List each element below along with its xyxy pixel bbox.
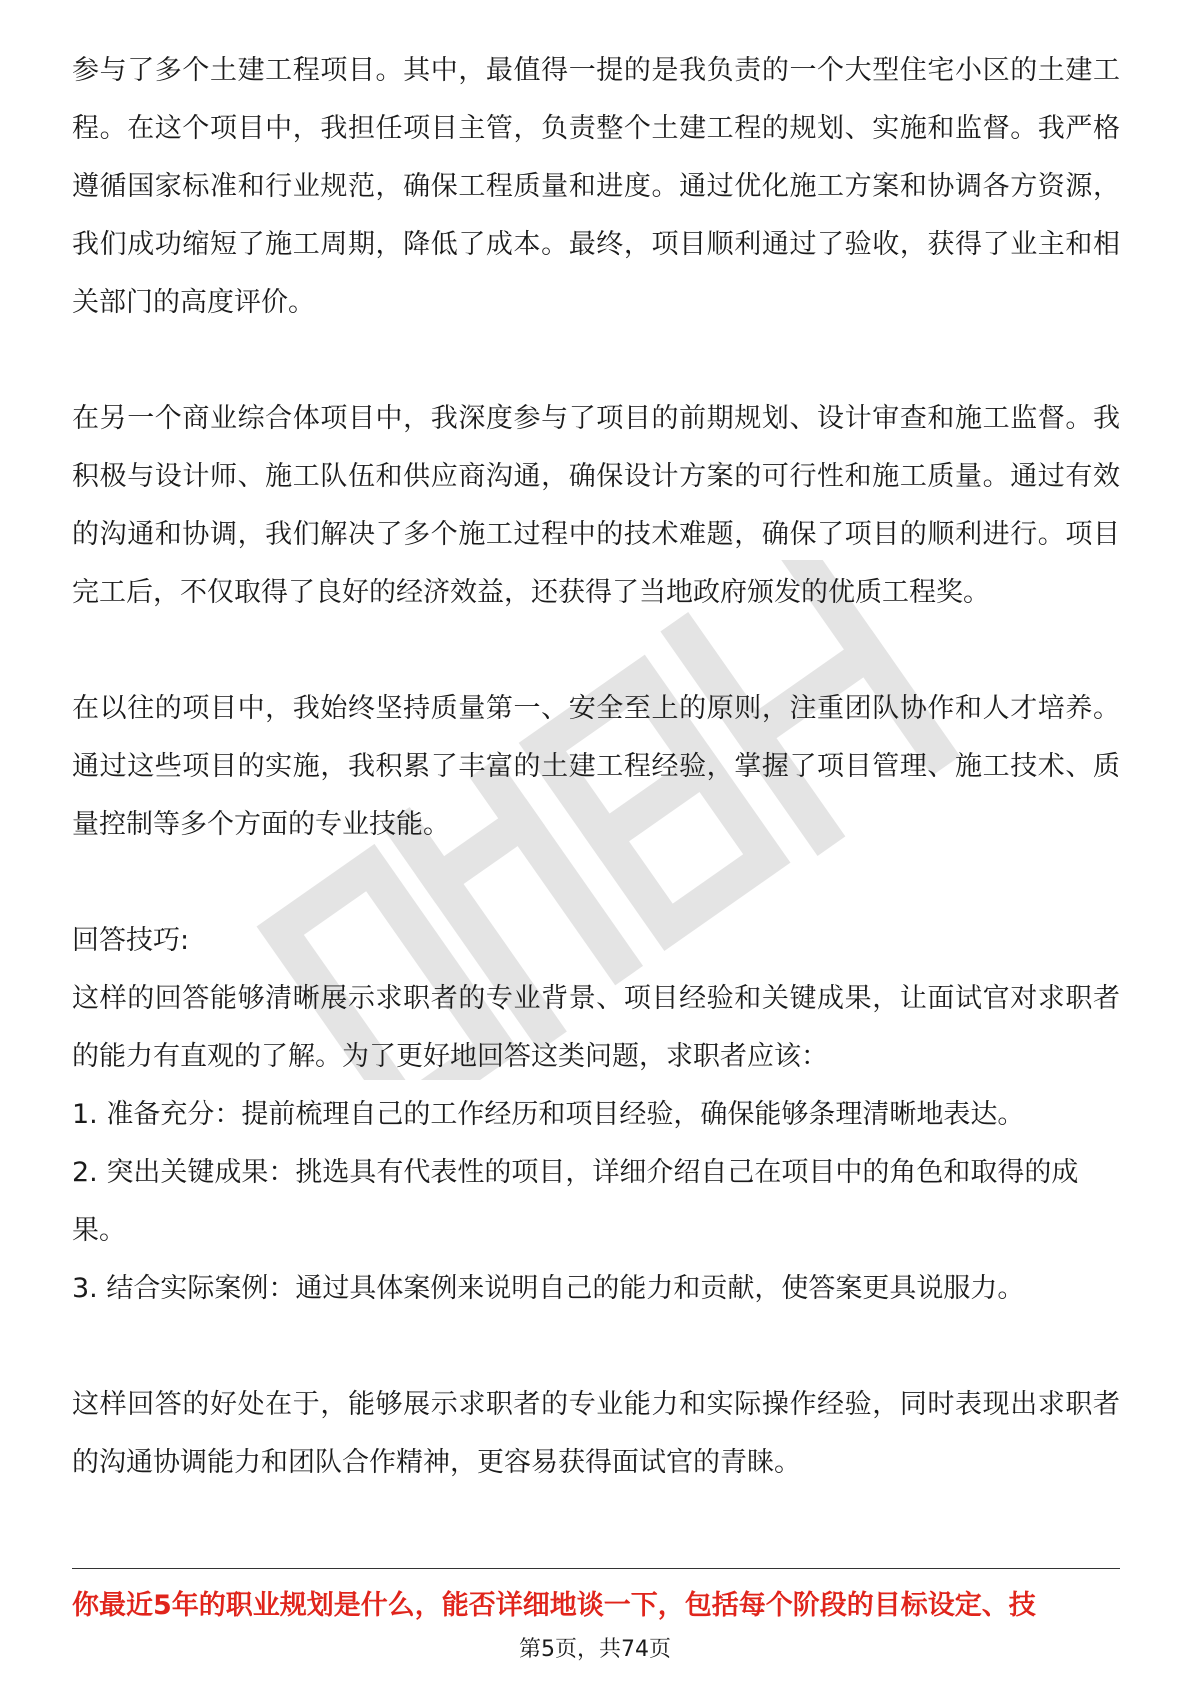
tips-item-highlight: 2. 突出关键成果：挑选具有代表性的项目，详细介绍自己在项目中的角色和取得的成果。 xyxy=(72,1157,1079,1246)
section-divider xyxy=(72,1568,1120,1569)
tips-heading: 回答技巧: xyxy=(72,925,190,956)
closing-paragraph: 这样回答的好处在于，能够展示求职者的专业能力和实际操作经验，同时表现出求职者的沟通协调能力和团队合作精神，更容易获得面试官的青睐。 xyxy=(72,1389,1120,1478)
paragraph-gap xyxy=(72,854,1120,912)
paragraph-commercial-project: 在另一个商业综合体项目中，我深度参与了项目的前期规划、设计审查和施工监督。我积极与设计师、施工队伍和供应商沟通，确保设计方案的可行性和施工质量。通过有效的沟通和协调，我们解决了多个施工过程中的技术难题，确保了项目的顺利进行。项目完工后，不仅取得了良好的经济效益，还获得了当地政府颁发的优质工程奖。 xyxy=(72,403,1120,608)
paragraph-gap xyxy=(72,332,1120,390)
tips-intro: 这样的回答能够清晰展示求职者的专业背景、项目经验和关键成果，让面试官对求职者的能力有直观的了解。为了更好地回答这类问题，求职者应该： xyxy=(72,983,1120,1072)
main-content xyxy=(72,42,1120,1492)
paragraph-past-projects: 在以往的项目中，我始终坚持质量第一、安全至上的原则，注重团队协作和人才培养。通过这些项目的实施，我积累了丰富的土建工程经验，掌握了项目管理、施工技术、质量控制等多个方面的专业技能。 xyxy=(72,693,1120,840)
next-question-heading: 你最近5年的职业规划是什么，能否详细地谈一下，包括每个阶段的目标设定、技 xyxy=(72,1590,1036,1621)
paragraph-gap xyxy=(72,1318,1120,1376)
paragraph-gap xyxy=(72,622,1120,680)
tips-item-prepare: 1. 准备充分：提前梳理自己的工作经历和项目经验，确保能够条理清晰地表达。 xyxy=(72,1099,1025,1130)
tips-item-cases: 3. 结合实际案例：通过具体案例来说明自己的能力和贡献，使答案更具说服力。 xyxy=(72,1273,1025,1304)
page-number-footer: 第5页，共74页 xyxy=(519,1637,671,1662)
paragraph-residential-project: 参与了多个土建工程项目。其中，最值得一提的是我负责的一个大型住宅小区的土建工程。在这个项目中，我担任项目主管，负责整个土建工程的规划、实施和监督。我严格遵循国家标准和行业规范，确保工程质量和进度。通过优化施工方案和协调各方资源，我们成功缩短了施工周期，降低了成本。最终，项目顺利通过了验收，获得了业主和相关部门的高度评价。 xyxy=(72,55,1120,318)
